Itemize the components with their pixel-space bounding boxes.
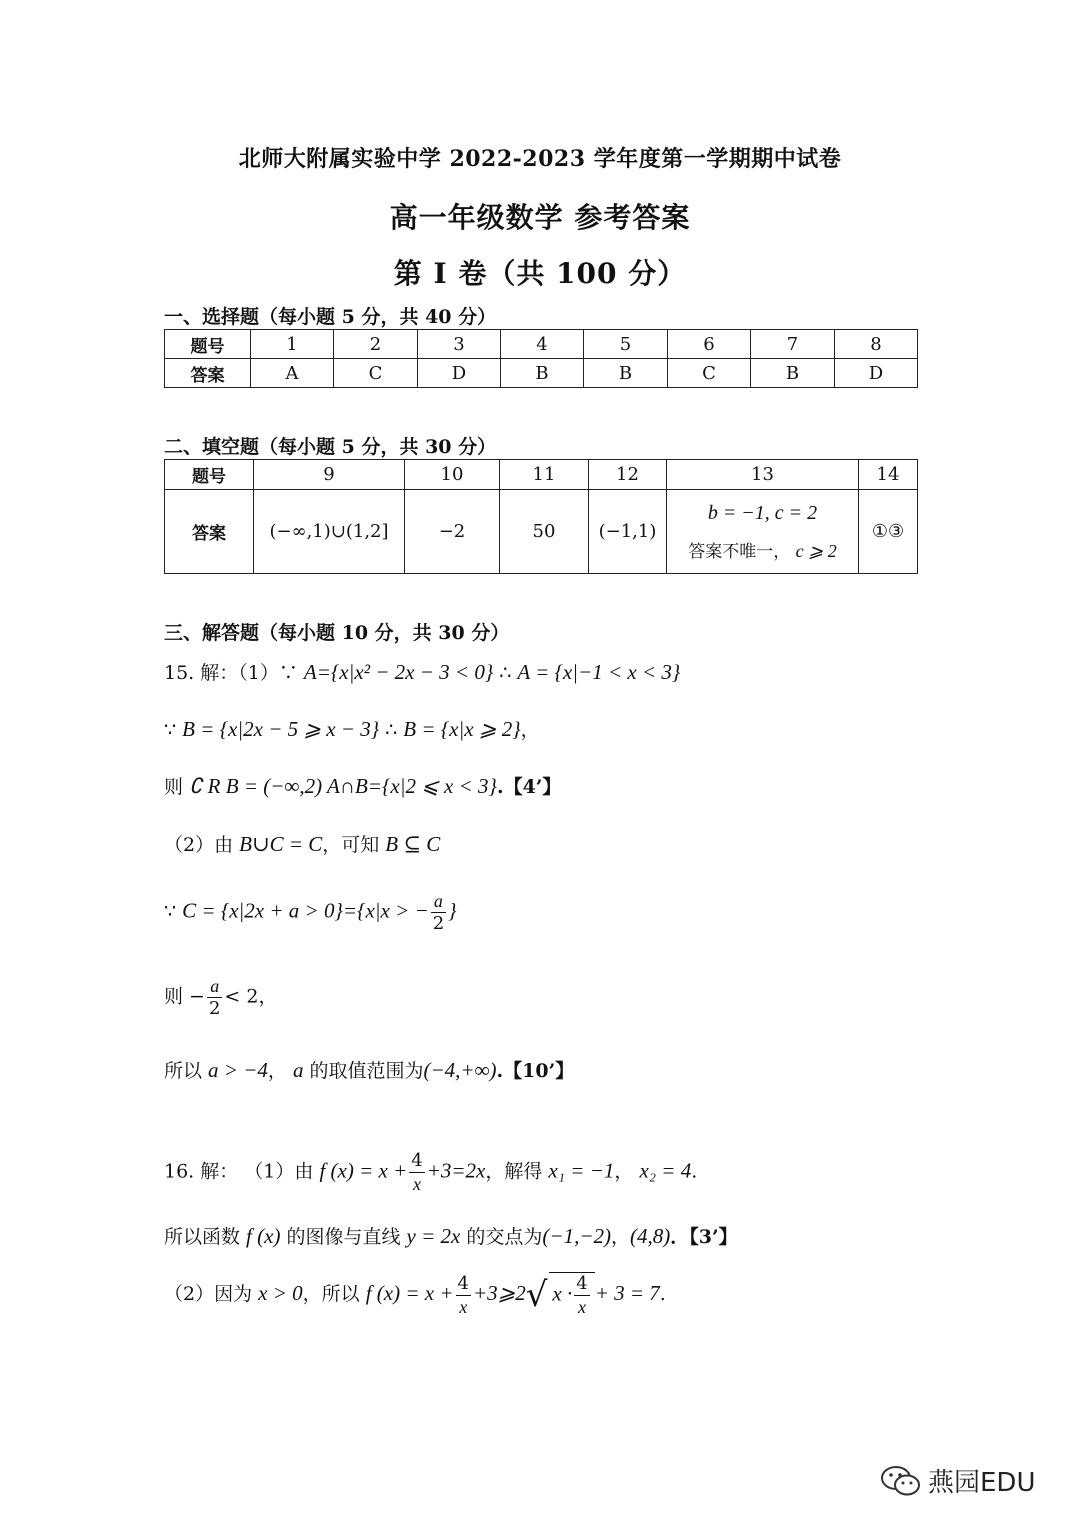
q15-l5-c: } [448,898,457,923]
q16-l3-sqrt-fraction [574,1273,589,1318]
q15-l3-a: 则 [164,776,190,798]
q15-l7-b: a > −4 [208,1058,268,1082]
fill-number-row [165,460,918,490]
q15-l7-c: ， [267,1060,293,1082]
q16-l1-c: +3=2x [426,1158,486,1183]
fill-answer-13-main: b = −1, c = 2 [707,501,818,524]
q16-line-2 [164,1222,738,1249]
q15-l4-a: （2）由 [164,834,240,856]
q15-l4-d: B ⊆ C [385,832,441,856]
q16-l2-c: 的图像与直线 [280,1226,407,1248]
q15-l5-b: C = {x|2x + a > 0}={x|x > − [182,898,429,923]
q15-l4-c: ，可知 [322,834,386,856]
choice-answer: D [835,359,918,388]
q15-l5-num: a [431,890,446,913]
q15-l6-a: 则 − [164,985,205,1008]
q16-l3-g: + 3 = 7 [594,1281,660,1305]
q16-l3-c: ，所以 [302,1283,366,1305]
choice-answer: B [751,359,835,388]
q16-l3-h: . [659,1283,666,1305]
q16-line-3 [164,1272,666,1318]
q15-l1-a: 15. 解：（1）∵ [164,662,304,684]
q16-l2-e: 的交点为 [460,1226,543,1248]
fill-number: 12 [589,460,667,490]
fill-number: 14 [859,460,918,490]
choice-number: 2 [334,330,418,359]
q15-l6-num: a [207,975,222,998]
q16-l3-den: x [459,1296,468,1317]
choice-answer-table [164,329,918,388]
fill-answer-13-note [667,537,858,562]
q15-line-1 [164,658,680,685]
q16-l1-g: x₂ = 4 [639,1158,692,1183]
choice-answer-label: 答案 [165,359,251,388]
q16-l1-b: f (x) = x + [319,1158,408,1183]
fill-answer-9: (−∞,1)∪(1,2] [254,490,405,574]
q16-l1-f: ， [614,1160,640,1183]
q15-l2-d: B = {x|x ⩾ 2} [403,717,521,741]
q16-l3-f: x · [552,1281,573,1306]
q15-l5-a: ∵ [164,900,183,923]
q16-l3-snum: 4 [576,1273,588,1294]
fill-answer-row [165,490,918,574]
q15-l2-a: ∵ [164,719,183,741]
choice-number: 5 [584,330,668,359]
fill-number: 10 [405,460,500,490]
choice-number: 1 [251,330,334,359]
q15-l5-den: 2 [432,913,445,934]
q16-l3-num: 4 [457,1272,469,1294]
fill-number: 9 [254,460,405,490]
choice-number: 3 [418,330,501,359]
choice-number: 8 [835,330,918,359]
q16-l1-e: x₁ = −1 [548,1158,615,1183]
q16-l1-fraction [409,1150,424,1195]
choice-number-row [165,330,918,359]
q16-l1-h: . [691,1160,698,1183]
fill-answer-label: 答案 [165,490,254,574]
choice-answer-row [165,359,918,388]
choice-number: 7 [751,330,835,359]
fill-answer-10: −2 [405,490,500,574]
q15-l2-e: ， [520,719,540,741]
q15-l6-b: < 2， [224,985,278,1008]
q16-l2-d: y = 2x [406,1224,461,1248]
fill-answer-13 [667,490,859,574]
q15-l7-g: .【10’】 [496,1060,575,1082]
q16-l2-i: ．【3’】 [670,1226,738,1248]
part-title: 第 I 卷（共 100 分） [393,257,687,290]
fill-number: 11 [500,460,589,490]
choice-answer: B [584,359,668,388]
q16-l2-g: ， [610,1226,630,1248]
q15-line-5 [164,890,457,935]
q15-l7-d: a [292,1058,304,1082]
q16-l3-d: f (x) = x + [365,1281,454,1305]
q16-l1-d: ，解得 [485,1160,549,1183]
q15-line-3 [164,772,561,799]
q15-line-2 [164,715,540,742]
q16-l1-den: x [412,1174,421,1194]
watermark [880,1462,1035,1499]
q15-l6-den: 2 [208,998,221,1019]
q16-l3-b: x > 0 [258,1281,303,1305]
q15-l2-c: ∴ [379,719,404,741]
fill-answer-14: ①③ [859,490,918,574]
q15-line-6 [164,975,277,1020]
q15-l5-fraction [431,890,446,935]
fill-answer-12: (−1,1) [589,490,667,574]
q16-l3-radicand [549,1272,594,1318]
fill-number: 13 [667,460,859,490]
choice-answer: C [668,359,751,388]
choice-number: 6 [668,330,751,359]
q15-l1-c: ∴ [493,662,518,684]
q16-l2-a: 所以函数 [164,1226,247,1248]
wechat-icon [880,1464,922,1498]
q16-l3-fraction [456,1273,471,1318]
q16-l1-a: 16. 解： （1）由 [164,1160,320,1183]
choice-number-label: 题号 [165,330,251,359]
fill-answer-table [164,459,918,574]
choice-answer: A [251,359,334,388]
q16-l3-sden: x [577,1297,586,1317]
q16-l1-num: 4 [411,1150,423,1171]
fill-number-label: 题号 [165,460,254,490]
q15-l4-b: B∪C = C [239,832,323,856]
q15-l7-e: 的取值范围为 [303,1060,424,1082]
q15-l3-c: .【4’】 [496,776,562,798]
q16-l3-a: （2）因为 [164,1283,259,1305]
q16-l2-b: f (x) [246,1224,281,1248]
q15-l7-a: 所以 [164,1060,209,1082]
q15-line-4 [164,830,440,857]
answer-key-title: 高一年级数学 参考答案 [389,201,691,234]
watermark-text: 燕园EDU [928,1468,1036,1498]
fill-answer-13-note-math: c ⩾ 2 [795,540,837,561]
q16-line-1 [164,1150,697,1195]
exam-title: 北师大附属实验中学 2022-2023 学年度第一学期期中试卷 [238,146,842,172]
choice-number: 4 [501,330,584,359]
q15-l1-d: A = {x|−1 < x < 3} [517,660,681,684]
q16-l3-e: +3⩾2 [472,1281,526,1305]
fill-answer-11: 50 [500,490,589,574]
choice-answer: C [334,359,418,388]
q15-l7-f: (−4,+∞) [423,1058,497,1082]
section-choice-heading: 一、选择题（每小题 5 分，共 40 分） [164,306,497,328]
q15-line-7 [164,1056,574,1083]
q15-l2-b: B = {x|2x − 5 ⩾ x − 3} [182,717,380,741]
q16-l2-f: (−1,−2) [542,1224,611,1248]
q16-l2-h: (4,8) [630,1224,671,1248]
section-solution-heading: 三、解答题（每小题 10 分，共 30 分） [164,622,510,644]
choice-answer: D [418,359,501,388]
fill-answer-13-note-text: 答案不唯一， [688,541,791,562]
section-fill-heading: 二、填空题（每小题 5 分，共 30 分） [164,436,497,458]
sqrt-sign-icon: √ [525,1275,548,1315]
q15-l3-b: ∁ R B = (−∞,2) A∩B={x|2 ⩽ x < 3} [189,774,497,798]
q15-l1-b: A={x|x² − 2x − 3 < 0} [303,660,494,684]
choice-answer: B [501,359,584,388]
q15-l6-fraction [207,975,222,1020]
